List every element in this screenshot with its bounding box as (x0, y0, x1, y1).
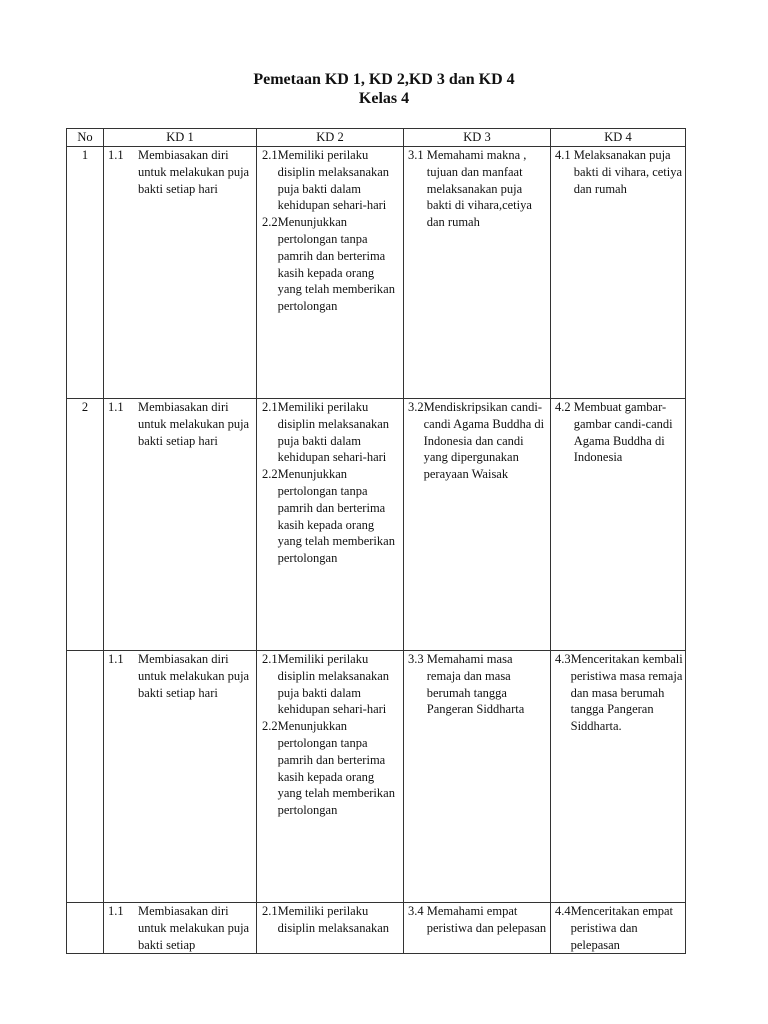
header-kd1: KD 1 (104, 129, 257, 147)
kd2-item-number: 2.2 (262, 215, 278, 230)
cell-no: 2 (67, 399, 104, 651)
kd1-item-number: 1.1 (108, 652, 124, 666)
kd2-item-text: Memiliki perilaku disiplin melaksanakan puja bakti dalam kehidupan sehari-hari (277, 400, 390, 465)
cell-kd4 (551, 399, 686, 651)
kd2-item (257, 214, 403, 315)
kd1-item-text: Membiasakan diri untuk melakukan puja bakti setiap hari (138, 148, 250, 196)
kd4-item (551, 147, 685, 197)
cell-kd2 (257, 399, 404, 651)
kd3-item (404, 147, 550, 231)
kd4-item (551, 399, 685, 466)
kd4-item-text: Menceritakan empat peristiwa dan pelepasan (570, 904, 674, 952)
kd2-item-number: 2.2 (262, 467, 278, 482)
kd1-item (104, 147, 256, 197)
kd2-item-text: Menunjukkan pertolongan tanpa pamrih dan berterima kasih kepada orang yang telah memberikan pertolongan (277, 467, 395, 566)
kd2-item (257, 651, 403, 718)
kd1-item-number: 1.1 (108, 904, 124, 918)
kd2-item-text: Memiliki perilaku disiplin melaksanakan puja bakti dalam kehidupan sehari-hari (277, 148, 390, 213)
document-title (0, 70, 768, 108)
header-no: No (67, 129, 104, 147)
cell-kd1 (104, 903, 257, 954)
table-row (67, 651, 686, 903)
kd3-item-text: Mendiskripsikan candi-candi Agama Buddha di Indonesia dan candi yang dipergunakan perayaan Waisak (423, 400, 545, 482)
cell-no (67, 651, 104, 903)
kd3-item-number: 3.3 (408, 652, 427, 666)
table-row (67, 399, 686, 651)
cell-kd3 (404, 903, 551, 954)
kd1-item-text: Membiasakan diri untuk melakukan puja bakti setiap hari (138, 652, 250, 700)
kd2-item-number: 2.1 (262, 652, 278, 666)
cell-kd3 (404, 651, 551, 903)
header-kd3: KD 3 (404, 129, 551, 147)
kd1-item (104, 903, 256, 953)
kd2-item (257, 718, 403, 819)
cell-no: 1 (67, 147, 104, 399)
cell-kd4 (551, 903, 686, 954)
kd2-item-text: Menunjukkan pertolongan tanpa pamrih dan berterima kasih kepada orang yang telah memberikan pertolongan (277, 215, 395, 314)
kd4-item-number: 4.2 (555, 400, 574, 414)
kd2-item (257, 399, 403, 466)
kd2-item-number: 2.1 (262, 904, 278, 918)
kd2-item (257, 466, 403, 567)
kd4-item-number: 4.3 (555, 652, 571, 666)
kd1-item-number: 1.1 (108, 148, 124, 162)
kd4-item-text: Membuat gambar-gambar candi-candi Agama Buddha di Indonesia (573, 400, 673, 465)
kd2-item-text: Memiliki perilaku disiplin melaksanakan (277, 904, 390, 935)
kd2-item (257, 903, 403, 937)
cell-kd4 (551, 147, 686, 399)
kd1-item (104, 651, 256, 701)
kd2-item (257, 147, 403, 214)
kd3-item (404, 399, 550, 483)
header-kd2: KD 2 (257, 129, 404, 147)
kd3-item-number: 3.2 (408, 400, 424, 414)
cell-kd3 (404, 147, 551, 399)
table-row (67, 147, 686, 399)
kd2-item-text: Menunjukkan pertolongan tanpa pamrih dan berterima kasih kepada orang yang telah memberikan pertolongan (277, 719, 395, 818)
kd4-item-text: Melaksanakan puja bakti di vihara, cetiya dan rumah (573, 148, 683, 196)
kd2-item-number: 2.1 (262, 400, 278, 414)
header-kd4: KD 4 (551, 129, 686, 147)
kd3-item-text: Memahami empat peristiwa dan pelepasan (426, 904, 547, 935)
kd4-item-text: Menceritakan kembali peristiwa masa remaja dan masa berumah tangga Pangeran Siddharta. (570, 652, 683, 734)
table-header-row (67, 129, 686, 147)
kd3-item-number: 3.1 (408, 148, 427, 162)
cell-kd2 (257, 651, 404, 903)
table-row (67, 903, 686, 954)
kd3-item (404, 903, 550, 937)
cell-kd3 (404, 399, 551, 651)
kd1-item-number: 1.1 (108, 400, 124, 414)
kd3-item-text: Memahami makna , tujuan dan manfaat melaksanakan puja bakti di vihara,cetiya dan rumah (426, 148, 532, 230)
cell-no (67, 903, 104, 954)
kd4-item (551, 903, 685, 953)
cell-kd2 (257, 903, 404, 954)
kd1-item (104, 399, 256, 449)
kd4-item-number: 4.1 (555, 148, 574, 162)
kd3-item (404, 651, 550, 718)
kd1-item-text: Membiasakan diri untuk melakukan puja bakti setiap hari (138, 400, 250, 448)
kd4-item-number: 4.4 (555, 904, 571, 918)
kd-mapping-table (66, 128, 686, 954)
cell-kd1 (104, 147, 257, 399)
cell-kd2 (257, 147, 404, 399)
cell-kd1 (104, 651, 257, 903)
cell-kd4 (551, 651, 686, 903)
kd4-item (551, 651, 685, 735)
kd2-item-text: Memiliki perilaku disiplin melaksanakan puja bakti dalam kehidupan sehari-hari (277, 652, 390, 717)
title-line-2: Kelas 4 (358, 90, 410, 107)
kd1-item-text: Membiasakan diri untuk melakukan puja bakti setiap (138, 904, 250, 952)
kd2-item-number: 2.2 (262, 719, 278, 734)
kd3-item-text: Memahami masa remaja dan masa berumah tangga Pangeran Siddharta (426, 652, 525, 717)
kd3-item-number: 3.4 (408, 904, 427, 918)
kd2-item-number: 2.1 (262, 148, 278, 162)
cell-kd1 (104, 399, 257, 651)
title-line-1: Pemetaan KD 1, KD 2,KD 3 dan KD 4 (253, 71, 515, 88)
